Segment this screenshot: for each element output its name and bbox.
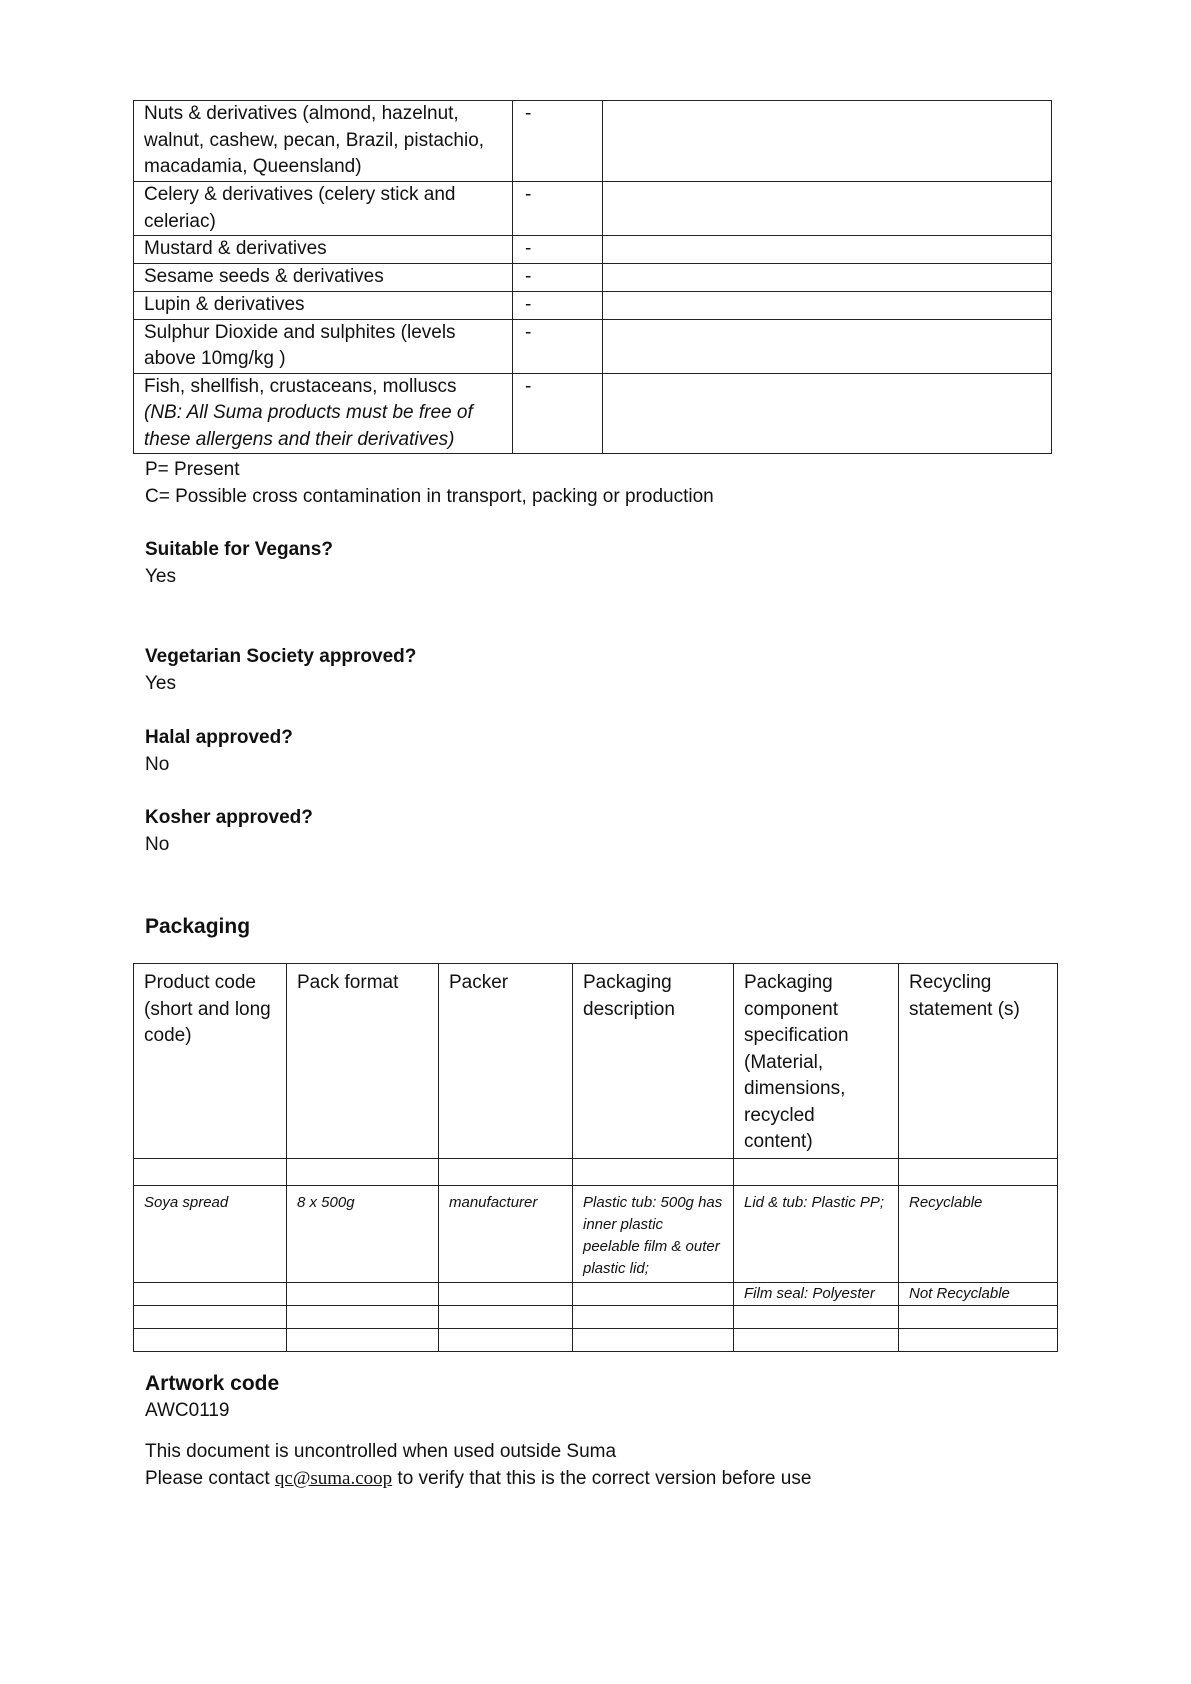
table-row — [134, 1282, 1058, 1305]
table-cell — [287, 1158, 439, 1185]
contact-line — [145, 1465, 811, 1492]
table-row — [134, 1328, 1058, 1351]
allergen-name: Nuts & derivatives (almond, hazelnut, walnut, cashew, pecan, Brazil, pistachio, macadamia, Queensland) — [134, 101, 513, 182]
table-cell — [899, 1158, 1058, 1185]
allergen-name: Fish, shellfish, crustaceans, molluscs — [144, 375, 457, 397]
allergen-note — [603, 236, 1052, 264]
contact-suffix: to verify that this is the correct version before use — [392, 1468, 812, 1489]
table-cell — [134, 1328, 287, 1351]
component-spec-cell: Film seal: Polyester — [734, 1282, 899, 1305]
table-row — [134, 1158, 1058, 1185]
table-cell — [439, 1305, 573, 1328]
table-cell — [287, 1305, 439, 1328]
legend-cross-contamination: C= Possible cross contamination in transport, packing or production — [145, 486, 714, 507]
packaging-description-cell: Plastic tub: 500g has inner plastic peelable film & outer plastic lid; — [573, 1185, 734, 1282]
product-code-cell: Soya spread — [134, 1185, 287, 1282]
email-link[interactable]: qc@suma.coop — [274, 1468, 393, 1489]
allergen-note — [603, 182, 1052, 236]
table-cell — [134, 1282, 287, 1305]
allergen-note — [603, 319, 1052, 373]
allergen-name: Lupin & derivatives — [134, 292, 513, 320]
column-header: Packaging description — [573, 964, 734, 1159]
table-cell — [287, 1282, 439, 1305]
table-row — [134, 182, 1052, 236]
table-cell — [287, 1328, 439, 1351]
allergen-name-cell — [134, 373, 513, 454]
allergen-value: - — [513, 182, 603, 236]
footer-notice — [145, 1438, 811, 1492]
table-row — [134, 264, 1052, 292]
halal-question — [145, 724, 293, 778]
allergen-name: Sulphur Dioxide and sulphites (levels above 10mg/kg ) — [134, 319, 513, 373]
column-header: Recycling statement (s) — [899, 964, 1058, 1159]
question-answer: Yes — [145, 566, 176, 587]
table-cell — [134, 1305, 287, 1328]
table-row — [134, 101, 1052, 182]
allergen-note — [603, 292, 1052, 320]
question-label: Kosher approved? — [145, 807, 313, 828]
allergen-value: - — [513, 373, 603, 454]
pack-format-cell: 8 x 500g — [287, 1185, 439, 1282]
allergen-note — [603, 264, 1052, 292]
allergen-name: Celery & derivatives (celery stick and celeriac) — [134, 182, 513, 236]
legend-present: P= Present — [145, 459, 240, 480]
column-header: Packer — [439, 964, 573, 1159]
table-cell — [134, 1158, 287, 1185]
table-cell — [734, 1328, 899, 1351]
contact-prefix: Please contact — [145, 1468, 275, 1489]
table-row — [134, 236, 1052, 264]
allergen-value: - — [513, 101, 603, 182]
column-header: Packaging component specification (Material, dimensions, recycled content) — [734, 964, 899, 1159]
uncontrolled-notice: This document is uncontrolled when used outside Suma — [145, 1441, 617, 1462]
question-answer: No — [145, 834, 170, 855]
allergen-value: - — [513, 319, 603, 373]
table-cell — [439, 1328, 573, 1351]
allergen-note — [603, 101, 1052, 182]
kosher-question — [145, 804, 313, 858]
allergen-name: Mustard & derivatives — [134, 236, 513, 264]
table-header-row — [134, 964, 1058, 1159]
table-row — [134, 319, 1052, 373]
packer-cell: manufacturer — [439, 1185, 573, 1282]
column-header: Pack format — [287, 964, 439, 1159]
packaging-table — [133, 963, 1058, 1352]
allergen-table — [133, 100, 1052, 454]
allergen-value: - — [513, 264, 603, 292]
allergen-value: - — [513, 236, 603, 264]
question-label: Halal approved? — [145, 727, 293, 748]
question-answer: Yes — [145, 673, 176, 694]
table-cell — [573, 1158, 734, 1185]
table-row — [134, 292, 1052, 320]
question-label: Suitable for Vegans? — [145, 539, 333, 560]
table-cell — [439, 1158, 573, 1185]
question-label: Vegetarian Society approved? — [145, 646, 417, 667]
table-cell — [573, 1282, 734, 1305]
vegetarian-question — [145, 643, 416, 697]
table-row — [134, 1305, 1058, 1328]
recycling-statement-cell: Not Recyclable — [899, 1282, 1058, 1305]
allergen-note — [603, 373, 1052, 454]
table-cell — [899, 1305, 1058, 1328]
table-cell — [734, 1158, 899, 1185]
artwork-section — [145, 1370, 279, 1424]
table-cell — [573, 1328, 734, 1351]
allergen-free-note: (NB: All Suma products must be free of these allergens and their derivatives) — [144, 402, 473, 450]
artwork-heading: Artwork code — [145, 1372, 280, 1395]
table-cell — [573, 1305, 734, 1328]
vegan-question — [145, 536, 333, 590]
table-cell — [734, 1305, 899, 1328]
artwork-code: AWC0119 — [145, 1400, 230, 1421]
allergen-name: Sesame seeds & derivatives — [134, 264, 513, 292]
packaging-heading: Packaging — [145, 915, 251, 938]
table-cell — [899, 1328, 1058, 1351]
question-answer: No — [145, 754, 170, 775]
allergen-legend — [145, 456, 714, 510]
recycling-statement-cell: Recyclable — [899, 1185, 1058, 1282]
allergen-value: - — [513, 292, 603, 320]
component-spec-cell: Lid & tub: Plastic PP; — [734, 1185, 899, 1282]
column-header: Product code (short and long code) — [134, 964, 287, 1159]
table-cell — [439, 1282, 573, 1305]
table-row — [134, 1185, 1058, 1282]
table-row — [134, 373, 1052, 454]
